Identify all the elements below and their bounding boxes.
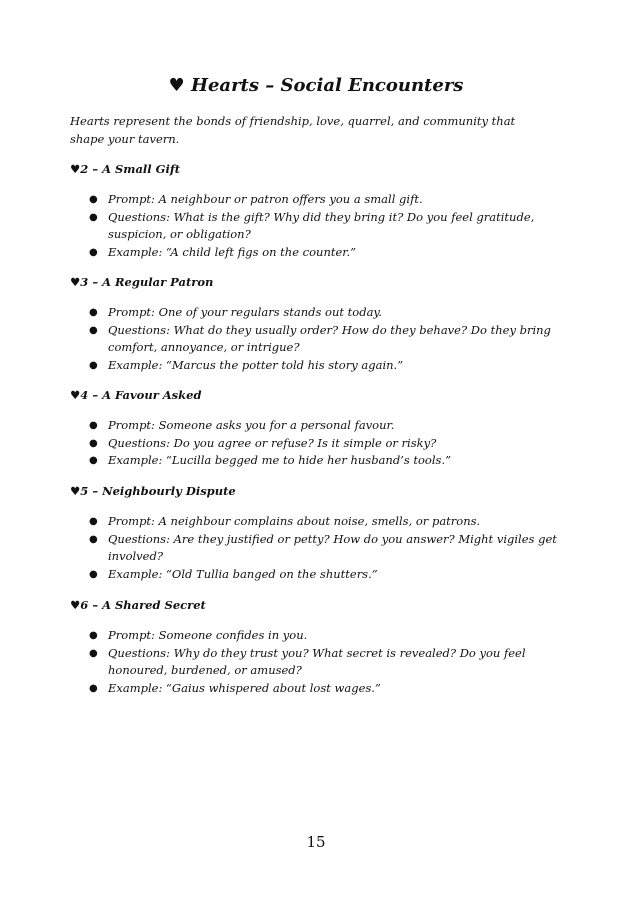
bullet-list (70, 627, 570, 697)
list-item (70, 645, 560, 680)
list-item-text: Example: “A child left figs on the counter.” (108, 244, 357, 259)
bullet-icon: ● (89, 682, 98, 694)
list-item (70, 566, 560, 584)
bullet-icon: ● (89, 246, 98, 258)
list-item-text: Questions: Do you agree or refuse? Is it simple or risky? (108, 435, 437, 450)
list-item-text: Prompt: Someone asks you for a personal favour. (108, 418, 395, 432)
list-item (70, 627, 560, 645)
section-regular-patron (70, 274, 570, 374)
bullet-icon: ● (89, 455, 98, 466)
list-item (70, 191, 560, 209)
list-item (70, 513, 560, 531)
list-item-text: Prompt: A neighbour or patron offers you a small gift. (108, 192, 423, 206)
page-number: 15 (306, 833, 326, 851)
list-item-text: Example: “Old Tullia banged on the shutters.” (108, 566, 378, 581)
bullet-icon: ● (89, 211, 98, 223)
bullet-icon: ● (89, 516, 98, 527)
section-heading: ♥5 – Neighbourly Dispute (70, 484, 236, 498)
list-item-text: Questions: What do they usually order? How do they behave? Do they bring comfort, annoyance, or intrigue? (108, 322, 551, 354)
section-heading: ♥4 – A Favour Asked (70, 388, 202, 402)
list-item-text: Example: “Marcus the potter told his story again.” (108, 357, 404, 372)
bullet-icon: ● (89, 307, 98, 318)
bullet-icon: ● (89, 630, 98, 641)
section-neighbourly-dispute (70, 483, 570, 583)
list-item (70, 209, 560, 244)
list-item-text: Prompt: A neighbour complains about noise, smells, or patrons. (108, 514, 481, 528)
list-item (70, 452, 560, 470)
section-heading: ♥2 – A Small Gift (70, 162, 181, 176)
bullet-icon: ● (89, 324, 98, 336)
section-favour-asked (70, 387, 570, 470)
list-item (70, 417, 560, 435)
list-item-text: Questions: What is the gift? Why did they bring it? Do you feel gratitude, suspicion, or obligation? (108, 209, 535, 241)
list-item-text: Example: “Gaius whispered about lost wages.” (108, 680, 381, 695)
list-item-text: Questions: Why do they trust you? What secret is revealed? Do you feel honoured, burdened, or amused? (108, 645, 526, 677)
list-item (70, 357, 560, 375)
list-item (70, 531, 560, 566)
list-item-text: Prompt: Someone confides in you. (108, 628, 308, 642)
bullet-list (70, 513, 570, 583)
list-item (70, 304, 560, 322)
bullet-icon: ● (89, 533, 98, 545)
section-heading: ♥3 – A Regular Patron (70, 275, 214, 289)
bullet-icon: ● (89, 568, 98, 580)
bullet-list (70, 417, 570, 470)
page-title: ♥ Hearts – Social Encounters (168, 75, 464, 96)
bullet-icon: ● (89, 437, 98, 449)
section-heading: ♥6 – A Shared Secret (70, 598, 206, 612)
bullet-icon: ● (89, 194, 98, 205)
bullet-icon: ● (89, 359, 98, 371)
section-shared-secret (70, 597, 570, 697)
list-item (70, 435, 560, 453)
bullet-icon: ● (89, 420, 98, 431)
section-small-gift (70, 161, 570, 261)
bullet-list (70, 191, 570, 261)
list-item-text: Questions: Are they justified or petty? How do you answer? Might vigiles get involved? (108, 531, 557, 563)
list-item (70, 322, 560, 357)
intro-paragraph: Hearts represent the bonds of friendship, love, quarrel, and community that shape your tavern. (70, 114, 516, 146)
list-item (70, 244, 560, 262)
list-item (70, 680, 560, 698)
list-item-text: Prompt: One of your regulars stands out today. (108, 305, 383, 319)
list-item-text: Example: “Lucilla begged me to hide her husband’s tools.” (108, 453, 451, 467)
bullet-icon: ● (89, 647, 98, 659)
bullet-list (70, 304, 570, 374)
